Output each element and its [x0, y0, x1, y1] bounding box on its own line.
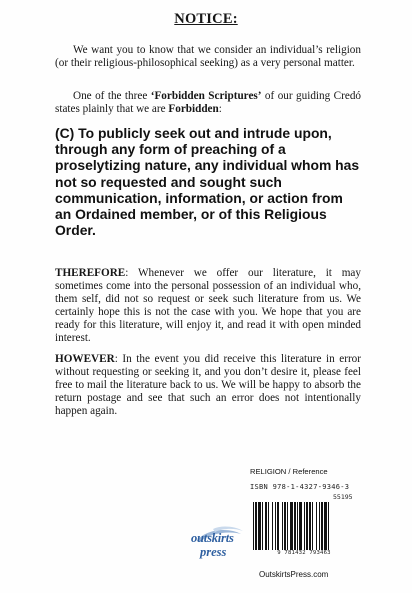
publisher-logo-subtext: press: [200, 545, 227, 559]
forbidden-rule-c: (C) To publicly seek out and intrude upon, through any form of preaching of a proselytizing nature, any individual whom has not so requested and sought such communication, information, or action from an Ordained member, or of this Religious Order.: [55, 125, 360, 239]
p2-middle: of our guiding Credó states plainly that we are: [55, 90, 362, 115]
price-code: 55195: [333, 493, 353, 501]
therefore-paragraph: [55, 267, 361, 345]
notice-title: NOTICE:: [174, 11, 238, 27]
therefore-text: : Whenever we offer our literature, it may sometimes come into the personal possession of an individual who, them self, did not so request or seek such literature from us. We certainly hope this is not the case with you. We hope that you are ready for this literature, will enjoy it, and read it with open minded interest.: [55, 267, 361, 344]
isbn-barcode: [252, 502, 356, 550]
barcode-digits: 9 781432 793463: [277, 550, 331, 556]
however-label: HOWEVER: [55, 353, 115, 365]
p2-start: One of the three: [73, 90, 151, 102]
notice-paragraph-2: [55, 90, 361, 116]
isbn-text: ISBN 978-1-4327-9346-3: [250, 483, 350, 491]
forbidden-scriptures-phrase: ‘Forbidden Scriptures’: [150, 90, 262, 102]
publisher-logo-text: outskirts: [191, 531, 234, 545]
publisher-website: OutskirtsPress.com: [259, 570, 329, 579]
p2-end: :: [218, 103, 222, 115]
therefore-label: THEREFORE: [55, 267, 126, 279]
notice-paragraph-1: We want you to know that we consider an individual’s religion (or their religious-philosophical seeking) as a very personal matter.: [55, 44, 361, 69]
however-text: : In the event you did receive this literature in error without requesting or seeking it, and you don’t desire it, please feel free to mail the literature back to us. We will be happy to absorb the return postage and see that such an error does not intentionally happen again.: [55, 353, 361, 417]
however-paragraph: [55, 353, 361, 418]
forbidden-word: Forbidden: [168, 103, 219, 115]
category-label: RELIGION / Reference: [250, 467, 328, 476]
